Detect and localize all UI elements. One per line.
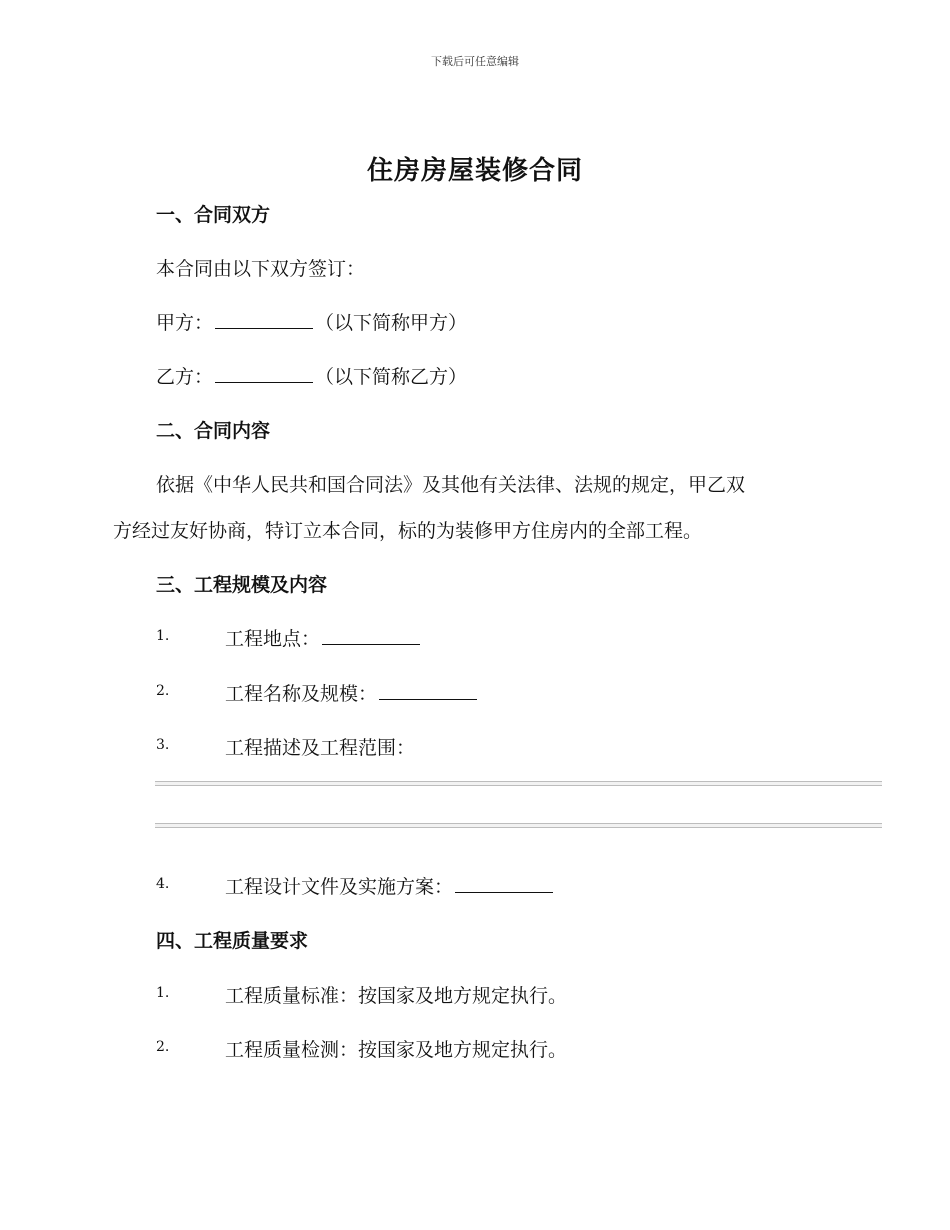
scope-item-location [225, 624, 422, 651]
content-paragraph-line2: 方经过友好协商，特订立本合同，标的为装修甲方住房内的全部工程。 [113, 520, 703, 542]
description-fill-line[interactable] [155, 781, 882, 786]
list-item-number: 2. [156, 683, 170, 699]
scope-item-label: 工程地点： [225, 628, 321, 650]
party-a-label: 甲方： [156, 312, 214, 334]
section-heading-quality: 四、工程质量要求 [156, 930, 309, 952]
party-b-label: 乙方： [156, 366, 214, 388]
scope-item-description [225, 733, 415, 760]
list-item-number: 4. [156, 876, 170, 892]
document-title: 住房房屋装修合同 [366, 156, 583, 186]
party-a-blank[interactable] [215, 314, 313, 329]
content-paragraph-line1: 依据《中华人民共和国合同法》及其他有关法律、法规的规定，甲乙双 [156, 474, 746, 496]
description-fill-line[interactable] [155, 823, 882, 828]
party-b-blank[interactable] [215, 368, 313, 383]
list-item-number: 1. [156, 985, 170, 1001]
scope-item-design [225, 872, 555, 899]
design-blank[interactable] [455, 878, 553, 893]
section-heading-scope: 三、工程规模及内容 [156, 574, 328, 596]
location-blank[interactable] [322, 630, 420, 645]
list-item-number: 3. [156, 737, 170, 753]
section-heading-parties: 一、合同双方 [156, 204, 271, 226]
scope-item-label: 工程描述及工程范围： [225, 737, 416, 759]
header-note: 下载后可任意编辑 [431, 55, 519, 68]
list-item-number: 2. [156, 1039, 170, 1055]
quality-item-inspection: 工程质量检测：按国家及地方规定执行。 [225, 1039, 568, 1061]
parties-intro: 本合同由以下双方签订： [156, 258, 366, 280]
name-blank[interactable] [379, 685, 477, 700]
party-b-suffix: （以下简称乙方） [315, 366, 468, 388]
quality-item-standard: 工程质量标准：按国家及地方规定执行。 [225, 985, 568, 1007]
scope-item-label: 工程名称及规模： [225, 683, 378, 705]
section-heading-content: 二、合同内容 [156, 420, 271, 442]
party-b-line [156, 362, 467, 389]
list-item-number: 1. [156, 628, 170, 644]
party-a-suffix: （以下简称甲方） [315, 312, 468, 334]
scope-item-label: 工程设计文件及实施方案： [225, 876, 454, 898]
party-a-line [156, 308, 467, 335]
scope-item-name [225, 679, 479, 706]
